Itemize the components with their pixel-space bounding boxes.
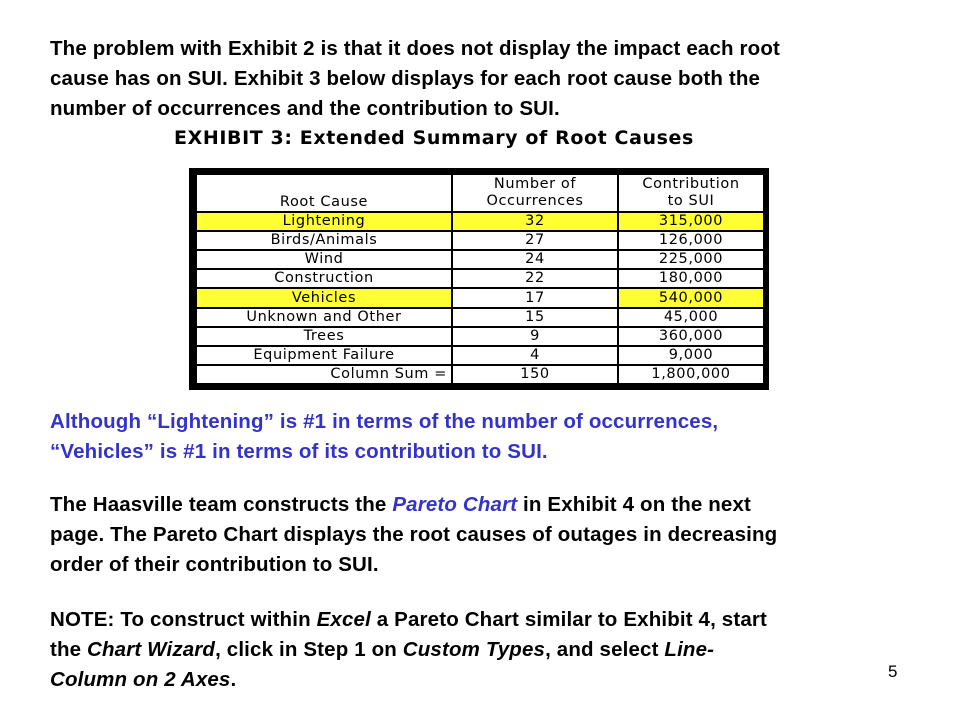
table-row bbox=[196, 288, 764, 307]
sui-cell: 9,000 bbox=[618, 346, 764, 365]
table-row bbox=[196, 308, 764, 327]
highlight-note bbox=[50, 407, 910, 467]
header-root-cause: Root Cause bbox=[196, 174, 452, 212]
excel-note-line: the Chart Wizard, click in Step 1 on Custom Types, and select Line- bbox=[50, 638, 715, 661]
count-cell: 15 bbox=[452, 308, 618, 327]
intro-line: number of occurrences and the contribution to SUI. bbox=[50, 97, 560, 120]
cause-cell: Trees bbox=[196, 327, 452, 346]
sui-cell: 180,000 bbox=[618, 269, 764, 288]
cause-cell: Lightening bbox=[196, 212, 452, 231]
header-contribution: Contribution to SUI bbox=[618, 174, 764, 212]
count-cell: 17 bbox=[452, 288, 618, 307]
sui-cell: 45,000 bbox=[618, 308, 764, 327]
table-row bbox=[196, 269, 764, 288]
count-cell: 32 bbox=[452, 212, 618, 231]
sui-cell: 126,000 bbox=[618, 231, 764, 250]
cause-cell: Unknown and Other bbox=[196, 308, 452, 327]
sui-cell: 315,000 bbox=[618, 212, 764, 231]
table-row bbox=[196, 327, 764, 346]
table-header-row bbox=[196, 174, 764, 212]
highlight-note-line: “Vehicles” is #1 in terms of its contribution to SUI. bbox=[50, 440, 548, 463]
sui-cell: 360,000 bbox=[618, 327, 764, 346]
count-cell: 4 bbox=[452, 346, 618, 365]
sum-label-cell: Column Sum = bbox=[196, 365, 452, 384]
cause-cell: Construction bbox=[196, 269, 452, 288]
cause-cell: Equipment Failure bbox=[196, 346, 452, 365]
count-cell: 24 bbox=[452, 250, 618, 269]
excel-note-line: Column on 2 Axes. bbox=[50, 668, 237, 691]
header-occurrences: Number of Occurrences bbox=[452, 174, 618, 212]
intro-line: The problem with Exhibit 2 is that it does not display the impact each root bbox=[50, 37, 780, 60]
pareto-paragraph bbox=[50, 490, 910, 580]
count-cell: 9 bbox=[452, 327, 618, 346]
pareto-chart-term: Pareto Chart bbox=[392, 493, 518, 516]
sui-cell: 540,000 bbox=[618, 288, 764, 307]
count-cell: 27 bbox=[452, 231, 618, 250]
cause-cell: Birds/Animals bbox=[196, 231, 452, 250]
count-cell: 22 bbox=[452, 269, 618, 288]
page-number: 5 bbox=[888, 662, 898, 681]
sum-sui-cell: 1,800,000 bbox=[618, 365, 764, 384]
exhibit-title: EXHIBIT 3: Extended Summary of Root Causes bbox=[174, 127, 694, 149]
table-row bbox=[196, 250, 764, 269]
cause-cell: Vehicles bbox=[196, 288, 452, 307]
table-row bbox=[196, 212, 764, 231]
excel-note-line: NOTE: To construct within Excel a Pareto Chart similar to Exhibit 4, start bbox=[50, 608, 767, 631]
table-row bbox=[196, 231, 764, 250]
pareto-line: page. The Pareto Chart displays the root causes of outages in decreasing bbox=[50, 523, 778, 546]
root-cause-table bbox=[195, 173, 765, 385]
intro-line: cause has on SUI. Exhibit 3 below displays for each root cause both the bbox=[50, 67, 761, 90]
pareto-line: order of their contribution to SUI. bbox=[50, 553, 379, 576]
excel-note-paragraph bbox=[50, 605, 910, 695]
sui-cell: 225,000 bbox=[618, 250, 764, 269]
table-row bbox=[196, 346, 764, 365]
highlight-note-line: Although “Lightening” is #1 in terms of the number of occurrences, bbox=[50, 410, 719, 433]
sum-count-cell: 150 bbox=[452, 365, 618, 384]
intro-paragraph bbox=[50, 34, 910, 124]
pareto-line: The Haasville team constructs the Pareto Chart in Exhibit 4 on the next bbox=[50, 493, 752, 516]
cause-cell: Wind bbox=[196, 250, 452, 269]
table-sum-row bbox=[196, 365, 764, 384]
